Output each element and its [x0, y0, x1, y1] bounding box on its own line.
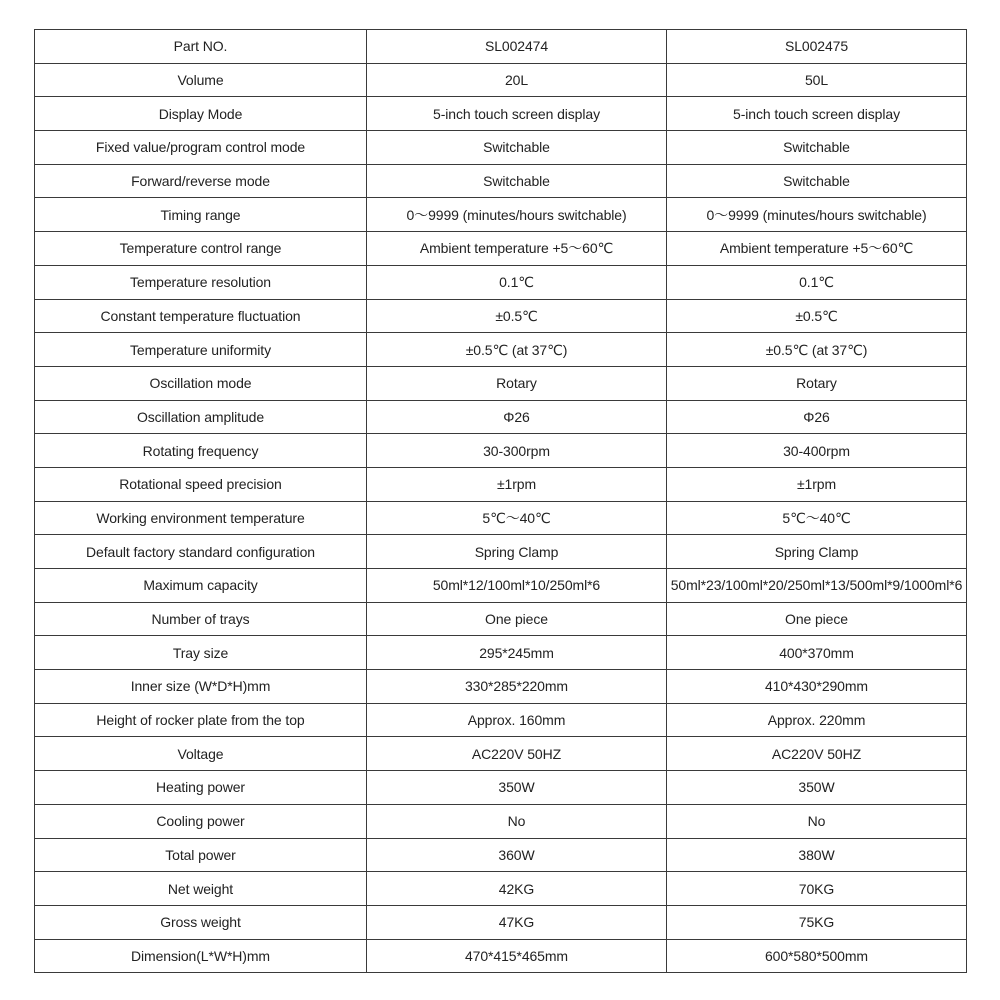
header-cell-model-1: SL002474: [367, 30, 667, 64]
table-row: [35, 434, 967, 468]
row-value-model-2-cell: 380W: [667, 838, 967, 872]
row-value-model-1-cell: 0.1℃: [367, 265, 667, 299]
row-value-model-2-cell: 75KG: [667, 905, 967, 939]
row-value-model-1-cell: 20L: [367, 63, 667, 97]
table-row: [35, 703, 967, 737]
row-value-model-2-cell: 400*370mm: [667, 636, 967, 670]
table-row: [35, 804, 967, 838]
row-value-model-1-cell: Φ26: [367, 400, 667, 434]
table-row: [35, 905, 967, 939]
header-cell-model-2: SL002475: [667, 30, 967, 64]
table-row: [35, 131, 967, 165]
table-row: [35, 771, 967, 805]
table-row: [35, 602, 967, 636]
row-value-model-1-cell: Switchable: [367, 131, 667, 165]
row-label-cell: Constant temperature fluctuation: [35, 299, 367, 333]
row-label-cell: Inner size (W*D*H)mm: [35, 670, 367, 704]
row-value-model-2-cell: 70KG: [667, 872, 967, 906]
row-label-cell: Oscillation mode: [35, 366, 367, 400]
header-row: [35, 30, 967, 64]
table-row: [35, 63, 967, 97]
row-label-cell: Fixed value/program control mode: [35, 131, 367, 165]
row-value-model-2-cell: ±1rpm: [667, 467, 967, 501]
table-row: [35, 299, 967, 333]
row-value-model-1-cell: ±0.5℃ (at 37℃): [367, 333, 667, 367]
row-label-cell: Height of rocker plate from the top: [35, 703, 367, 737]
row-value-model-2-cell: 5℃～40℃: [667, 501, 967, 535]
row-label-cell: Volume: [35, 63, 367, 97]
table-row: [35, 569, 967, 603]
table-row: [35, 366, 967, 400]
row-value-model-2-cell: No: [667, 804, 967, 838]
row-value-model-2-cell: 0.1℃: [667, 265, 967, 299]
row-value-model-2-cell: Switchable: [667, 164, 967, 198]
row-value-model-1-cell: 360W: [367, 838, 667, 872]
row-label-cell: Gross weight: [35, 905, 367, 939]
row-label-cell: Working environment temperature: [35, 501, 367, 535]
row-label-cell: Temperature uniformity: [35, 333, 367, 367]
row-value-model-1-cell: 0～9999 (minutes/hours switchable): [367, 198, 667, 232]
row-value-model-1-cell: 350W: [367, 771, 667, 805]
row-value-model-1-cell: Rotary: [367, 366, 667, 400]
row-label-cell: Timing range: [35, 198, 367, 232]
spec-table: [34, 29, 967, 973]
row-value-model-2-cell: Switchable: [667, 131, 967, 165]
table-row: [35, 670, 967, 704]
row-value-model-1-cell: 5℃～40℃: [367, 501, 667, 535]
row-value-model-2-cell: Approx. 220mm: [667, 703, 967, 737]
row-label-cell: Cooling power: [35, 804, 367, 838]
row-label-cell: Net weight: [35, 872, 367, 906]
row-value-model-1-cell: 470*415*465mm: [367, 939, 667, 973]
table-row: [35, 400, 967, 434]
row-value-model-1-cell: ±0.5℃: [367, 299, 667, 333]
row-value-model-1-cell: 330*285*220mm: [367, 670, 667, 704]
row-value-model-1-cell: 295*245mm: [367, 636, 667, 670]
row-label-cell: Dimension(L*W*H)mm: [35, 939, 367, 973]
row-value-model-1-cell: Ambient temperature +5～60℃: [367, 232, 667, 266]
row-value-model-2-cell: ±0.5℃ (at 37℃): [667, 333, 967, 367]
row-value-model-2-cell: Φ26: [667, 400, 967, 434]
row-value-model-2-cell: ±0.5℃: [667, 299, 967, 333]
row-label-cell: Tray size: [35, 636, 367, 670]
table-row: [35, 939, 967, 973]
row-label-cell: Oscillation amplitude: [35, 400, 367, 434]
row-value-model-2-cell: 350W: [667, 771, 967, 805]
row-label-cell: Rotating frequency: [35, 434, 367, 468]
row-label-cell: Display Mode: [35, 97, 367, 131]
row-value-model-1-cell: 42KG: [367, 872, 667, 906]
row-value-model-2-cell: 30-400rpm: [667, 434, 967, 468]
row-value-model-1-cell: Approx. 160mm: [367, 703, 667, 737]
row-label-cell: Default factory standard configuration: [35, 535, 367, 569]
row-label-cell: Voltage: [35, 737, 367, 771]
table-row: [35, 467, 967, 501]
row-label-cell: Maximum capacity: [35, 569, 367, 603]
row-value-model-1-cell: 5-inch touch screen display: [367, 97, 667, 131]
row-value-model-2-cell: Spring Clamp: [667, 535, 967, 569]
row-label-cell: Rotational speed precision: [35, 467, 367, 501]
table-row: [35, 198, 967, 232]
row-value-model-2-cell: Ambient temperature +5～60℃: [667, 232, 967, 266]
row-label-cell: Total power: [35, 838, 367, 872]
row-value-model-2-cell: 5-inch touch screen display: [667, 97, 967, 131]
table-row: [35, 164, 967, 198]
table-row: [35, 265, 967, 299]
table-row: [35, 501, 967, 535]
row-label-cell: Temperature resolution: [35, 265, 367, 299]
row-value-model-1-cell: 30-300rpm: [367, 434, 667, 468]
row-value-model-1-cell: One piece: [367, 602, 667, 636]
row-value-model-1-cell: AC220V 50HZ: [367, 737, 667, 771]
row-label-cell: Forward/reverse mode: [35, 164, 367, 198]
row-value-model-2-cell: AC220V 50HZ: [667, 737, 967, 771]
row-value-model-1-cell: 47KG: [367, 905, 667, 939]
table-row: [35, 838, 967, 872]
table-row: [35, 333, 967, 367]
table-row: [35, 872, 967, 906]
row-value-model-1-cell: Switchable: [367, 164, 667, 198]
table-row: [35, 737, 967, 771]
row-value-model-1-cell: ±1rpm: [367, 467, 667, 501]
row-value-model-2-cell: 410*430*290mm: [667, 670, 967, 704]
row-value-model-1-cell: 50ml*12/100ml*10/250ml*6: [367, 569, 667, 603]
header-cell-part-no: Part NO.: [35, 30, 367, 64]
row-value-model-2-cell: 600*580*500mm: [667, 939, 967, 973]
row-label-cell: Temperature control range: [35, 232, 367, 266]
row-value-model-2-cell: One piece: [667, 602, 967, 636]
row-value-model-2-cell: 50L: [667, 63, 967, 97]
row-value-model-1-cell: Spring Clamp: [367, 535, 667, 569]
row-value-model-2-cell: Rotary: [667, 366, 967, 400]
table-row: [35, 232, 967, 266]
table-row: [35, 636, 967, 670]
row-label-cell: Number of trays: [35, 602, 367, 636]
spec-table-body: [35, 30, 967, 973]
row-label-cell: Heating power: [35, 771, 367, 805]
row-value-model-1-cell: No: [367, 804, 667, 838]
table-row: [35, 97, 967, 131]
row-value-model-2-cell: 0～9999 (minutes/hours switchable): [667, 198, 967, 232]
row-value-model-2-cell: 50ml*23/100ml*20/250ml*13/500ml*9/1000ml*6: [667, 569, 967, 603]
table-row: [35, 535, 967, 569]
